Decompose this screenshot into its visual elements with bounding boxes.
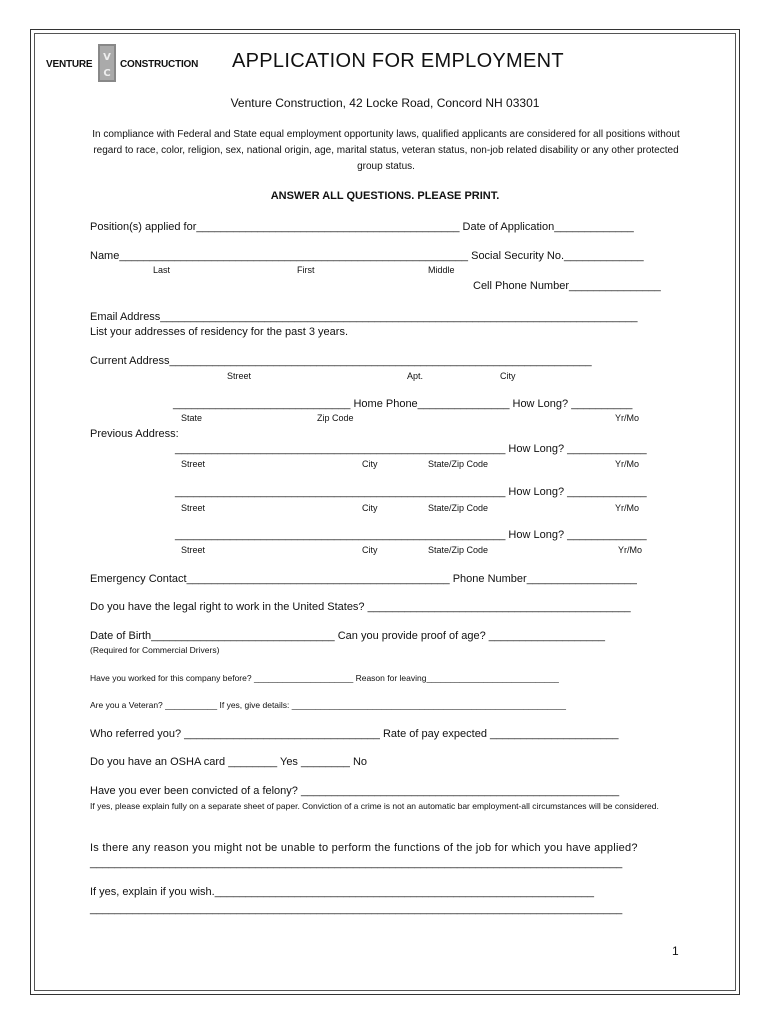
logo-construction-text: CONSTRUCTION (120, 59, 199, 70)
email-field[interactable]: Email Address______________________________________________________________________________ (90, 311, 638, 323)
prev1-yrmo-label: Yr/Mo (615, 459, 640, 469)
name-last-label: Last (153, 265, 171, 275)
unable-question: Is there any reason you might not be unable to perform the functions of the job for which you have applied? (90, 842, 638, 854)
osha-field[interactable]: Do you have an OSHA card ________ Yes ________ No (90, 756, 368, 768)
name-first-label: First (297, 265, 315, 275)
page-number: 1 (672, 944, 679, 958)
explain-answer-line[interactable]: _______________________________________________________________________________________ (90, 903, 623, 915)
prev2-yrmo-label: Yr/Mo (615, 503, 640, 513)
prev3-yrmo-label: Yr/Mo (618, 545, 643, 555)
instructions: ANSWER ALL QUESTIONS. PLEASE PRINT. (270, 190, 500, 202)
previous-address-2[interactable]: ______________________________________________________ How Long? _____________ (175, 486, 647, 498)
current-city-label: City (500, 371, 516, 381)
residency-instructions: List your addresses of residency for the past 3 years. (90, 326, 349, 338)
svg-text:V: V (103, 52, 111, 63)
page-title: APPLICATION FOR EMPLOYMENT (232, 50, 564, 72)
prev1-city-label: City (362, 459, 378, 469)
previous-address-1[interactable]: ______________________________________________________ How Long? _____________ (175, 443, 647, 455)
felony-note: If yes, please explain fully on a separate sheet of paper. Conviction of a crime is not an automatic bar employment-all circumstances will be considered. (90, 801, 659, 811)
home-phone-field[interactable]: _____________________________ Home Phone_______________ How Long? __________ (173, 398, 633, 410)
emergency-contact-field[interactable]: Emergency Contact___________________________________________ Phone Number__________________ (90, 573, 637, 585)
logo-monogram (98, 44, 116, 82)
unable-answer-line[interactable]: _______________________________________________________________________________________ (90, 857, 623, 869)
referred-field[interactable]: Who referred you? ________________________________ Rate of pay expected _____________________ (90, 728, 619, 740)
prev3-street-label: Street (181, 545, 206, 555)
prev1-street-label: Street (181, 459, 206, 469)
zip-label: Zip Code (317, 413, 354, 423)
company-logo (46, 50, 216, 84)
prev2-statezip-label: State/Zip Code (428, 503, 489, 513)
state-label: State (181, 413, 203, 423)
previous-address-3[interactable]: ______________________________________________________ How Long? _____________ (175, 529, 647, 541)
worked-before-field[interactable]: Have you worked for this company before? _____________________ Reason for leaving____________________________ (90, 673, 559, 683)
explain-field[interactable]: If yes, explain if you wish.______________________________________________________________ (90, 886, 595, 898)
prev3-city-label: City (362, 545, 378, 555)
prev2-city-label: City (362, 503, 378, 513)
legal-right-field[interactable]: Do you have the legal right to work in the United States? ___________________________________________ (90, 601, 631, 613)
date-of-birth-field[interactable]: Date of Birth______________________________ Can you provide proof of age? ___________________ (90, 630, 606, 642)
prev2-street-label: Street (181, 503, 206, 513)
prev3-statezip-label: State/Zip Code (428, 545, 489, 555)
current-street-label: Street (227, 371, 252, 381)
veteran-field[interactable]: Are you a Veteran? ___________ If yes, give details: __________________________________________________________ (90, 700, 566, 710)
svg-text:C: C (103, 68, 111, 79)
company-address: Venture Construction, 42 Locke Road, Concord NH 03301 (230, 96, 540, 110)
name-middle-label: Middle (428, 265, 455, 275)
current-apt-label: Apt. (407, 371, 424, 381)
logo-venture-text: VENTURE (46, 59, 93, 70)
previous-address-label: Previous Address: (90, 428, 179, 440)
current-address-field[interactable]: Current Address_____________________________________________________________________ (90, 355, 592, 367)
prev1-statezip-label: State/Zip Code (428, 459, 489, 469)
current-yrmo-label: Yr/Mo (615, 413, 640, 423)
name-field[interactable]: Name_________________________________________________________ Social Security No._____________ (90, 250, 644, 262)
cell-phone-field[interactable]: Cell Phone Number_______________ (473, 280, 661, 292)
compliance-statement: In compliance with Federal and State equal employment opportunity laws, qualified applicants are considered for all positions without regard to race, color, religion, sex, national origin, age, marital status, veteran status, non-job related disability or any other protected group status. (92, 129, 680, 172)
dob-note: (Required for Commercial Drivers) (90, 645, 220, 655)
felony-field[interactable]: Have you ever been convicted of a felony? ____________________________________________________ (90, 785, 620, 797)
position-field[interactable]: Position(s) applied for___________________________________________ Date of Application_____________ (90, 221, 634, 233)
